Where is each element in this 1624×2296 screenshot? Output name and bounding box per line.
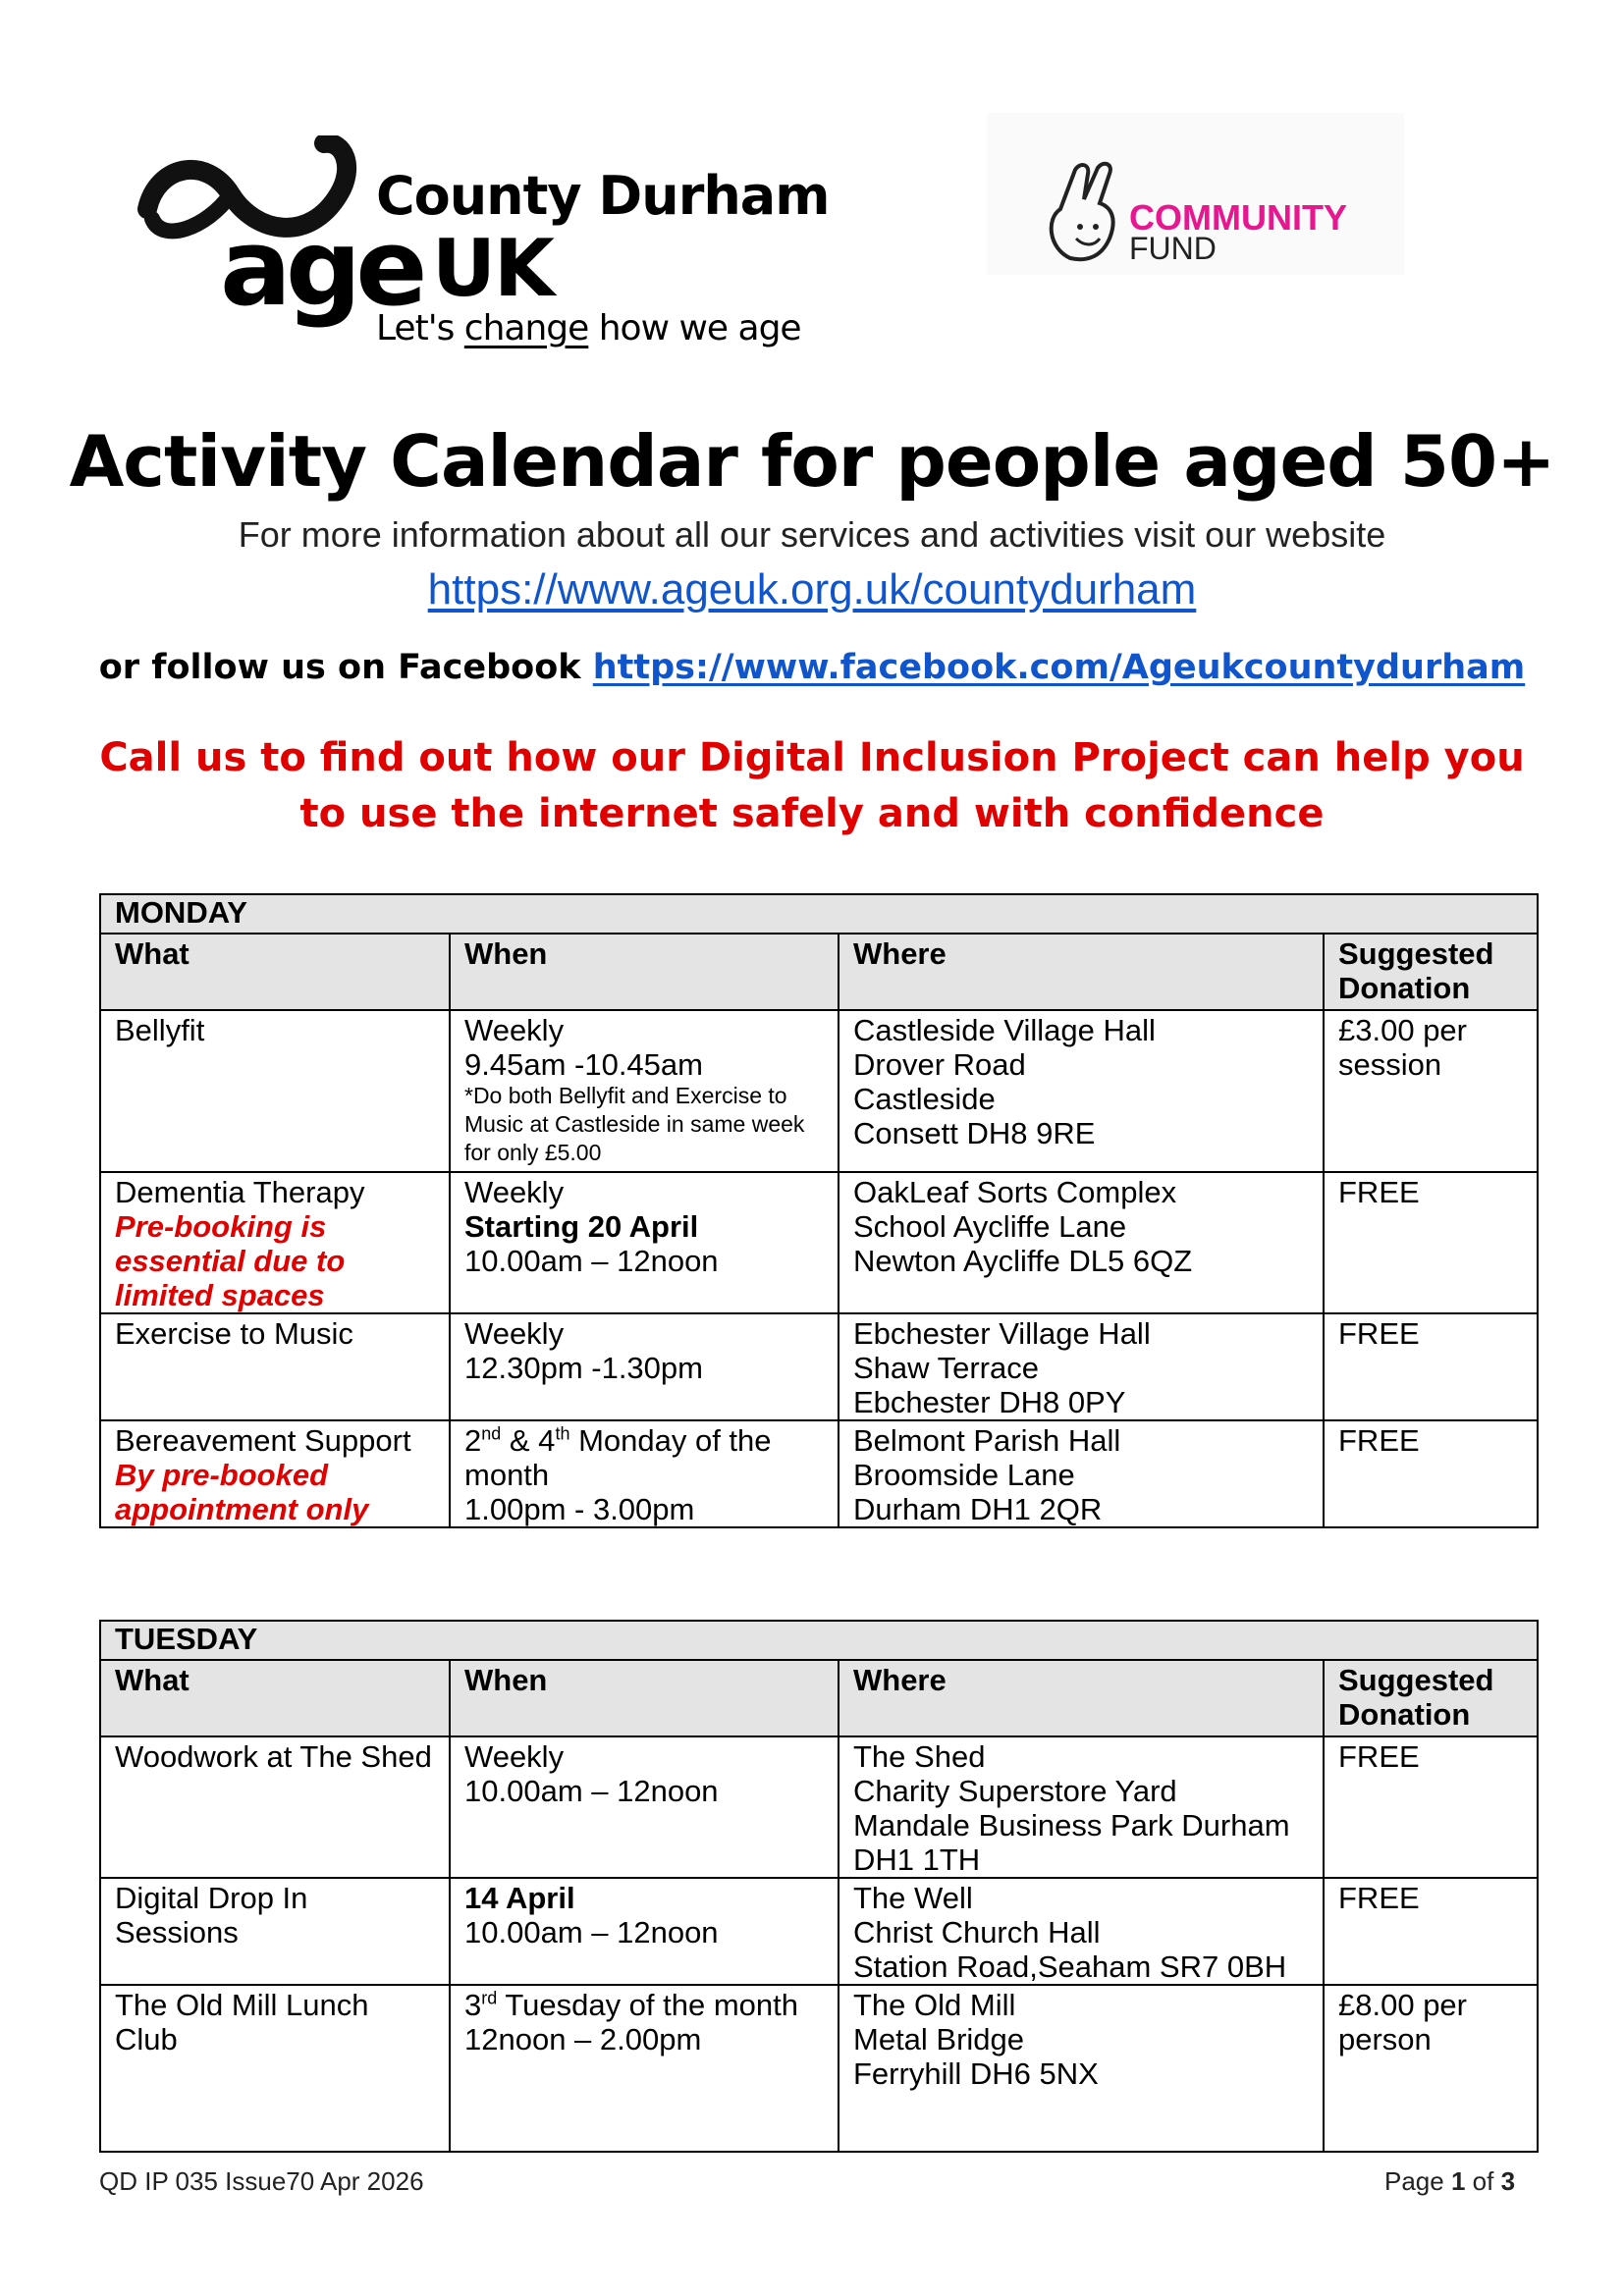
- activity-when: Weekly Starting 20 April 10.00am – 12noon: [450, 1172, 839, 1313]
- col-where: Where: [839, 1660, 1324, 1736]
- day-label: TUESDAY: [100, 1621, 1538, 1660]
- community-fund-logo: [987, 113, 1404, 275]
- monday-table: [99, 893, 1539, 1528]
- activity-what: Dementia Therapy Pre-booking is essential due to limited spaces: [100, 1172, 450, 1313]
- logo-tagline: Let's change how we age: [376, 308, 801, 348]
- activity-where: The Well Christ Church Hall Station Road,Seaham SR7 0BH: [839, 1878, 1324, 1985]
- activity-what: The Old Mill Lunch Club: [100, 1985, 450, 2152]
- activity-what: Exercise to Music: [100, 1313, 450, 1420]
- table-row: [100, 1313, 1538, 1420]
- page-title: Activity Calendar for people aged 50+: [69, 420, 1555, 503]
- activity-where: Ebchester Village Hall Shaw Terrace Ebchester DH8 0PY: [839, 1313, 1324, 1420]
- col-what: What: [100, 934, 450, 1010]
- booking-note: Pre-booking is essential due to limited spaces: [115, 1209, 346, 1312]
- activity-what: Bereavement Support By pre-booked appointment only: [100, 1420, 450, 1527]
- activity-where: Castleside Village Hall Drover Road Castleside Consett DH8 9RE: [839, 1010, 1324, 1172]
- table-row: [100, 1985, 1538, 2152]
- logo-age-word: age: [220, 207, 422, 330]
- facebook-line: [0, 648, 1624, 687]
- column-header-row: [100, 1660, 1538, 1736]
- col-donation: Suggested Donation: [1324, 1660, 1538, 1736]
- activity-donation: FREE: [1324, 1420, 1538, 1527]
- age-uk-logo: [137, 135, 830, 361]
- booking-note: By pre-booked appointment only: [115, 1458, 369, 1526]
- activity-donation: FREE: [1324, 1172, 1538, 1313]
- col-what: What: [100, 1660, 450, 1736]
- day-header-row: [100, 1621, 1538, 1660]
- website-link[interactable]: https://www.ageuk.org.uk/countydurham: [427, 565, 1197, 614]
- activity-what: Digital Drop In Sessions: [100, 1878, 450, 1985]
- col-where: Where: [839, 934, 1324, 1010]
- facebook-prefix: or follow us on Facebook: [98, 648, 593, 687]
- fund-logo-community: COMMUNITY: [1129, 197, 1347, 238]
- table-row: [100, 1010, 1538, 1172]
- page-number: Page 1 of 3: [1384, 2166, 1516, 2196]
- col-when: When: [450, 1660, 839, 1736]
- activity-what: Bellyfit: [100, 1010, 450, 1172]
- table-row: [100, 1172, 1538, 1313]
- table-row: [100, 1878, 1538, 1985]
- logo-county-durham: County Durham: [376, 165, 830, 227]
- activity-when: Weekly 10.00am – 12noon: [450, 1736, 839, 1878]
- activity-when: 2nd & 4th Monday of the month 1.00pm - 3.00pm: [450, 1420, 839, 1527]
- activity-where: Belmont Parish Hall Broomside Lane Durham DH1 2QR: [839, 1420, 1324, 1527]
- tuesday-table: [99, 1620, 1539, 2153]
- document-reference: QD IP 035 Issue70 Apr 2026: [99, 2166, 424, 2196]
- activity-where: The Old Mill Metal Bridge Ferryhill DH6 5NX: [839, 1985, 1324, 2152]
- day-label: MONDAY: [100, 894, 1538, 934]
- offer-note: *Do both Bellyfit and Exercise to Music at Castleside in same week for only £5.00: [464, 1083, 805, 1165]
- activity-where: OakLeaf Sorts Complex School Aycliffe Lane Newton Aycliffe DL5 6QZ: [839, 1172, 1324, 1313]
- activity-when: Weekly 12.30pm -1.30pm: [450, 1313, 839, 1420]
- day-header-row: [100, 894, 1538, 934]
- activity-when: 14 April 10.00am – 12noon: [450, 1878, 839, 1985]
- activity-what: Woodwork at The Shed: [100, 1736, 450, 1878]
- activity-donation: £3.00 per session: [1324, 1010, 1538, 1172]
- fund-logo-fund: FUND: [1129, 231, 1217, 266]
- col-when: When: [450, 934, 839, 1010]
- activity-when: 3rd Tuesday of the month 12noon – 2.00pm: [450, 1985, 839, 2152]
- call-to-action: Call us to find out how our Digital Inclusion Project can help you to use the internet safely and with confidence: [99, 735, 1525, 836]
- info-text: For more information about all our services and activities visit our website: [238, 514, 1386, 555]
- activity-donation: FREE: [1324, 1736, 1538, 1878]
- crossed-fingers-icon: [1041, 160, 1129, 268]
- col-donation: Suggested Donation: [1324, 934, 1538, 1010]
- activity-where: The Shed Charity Superstore Yard Mandale Business Park Durham DH1 1TH: [839, 1736, 1324, 1878]
- table-row: [100, 1736, 1538, 1878]
- table-row: [100, 1420, 1538, 1527]
- activity-donation: FREE: [1324, 1878, 1538, 1985]
- activity-when: Weekly 9.45am -10.45am *Do both Bellyfit and Exercise to Music at Castleside in same week for only £5.00: [450, 1010, 839, 1172]
- facebook-link[interactable]: https://www.facebook.com/Ageukcountydurham: [592, 648, 1526, 687]
- column-header-row: [100, 934, 1538, 1010]
- activity-donation: £8.00 per person: [1324, 1985, 1538, 2152]
- logo-uk-word: UK: [432, 223, 553, 314]
- activity-donation: FREE: [1324, 1313, 1538, 1420]
